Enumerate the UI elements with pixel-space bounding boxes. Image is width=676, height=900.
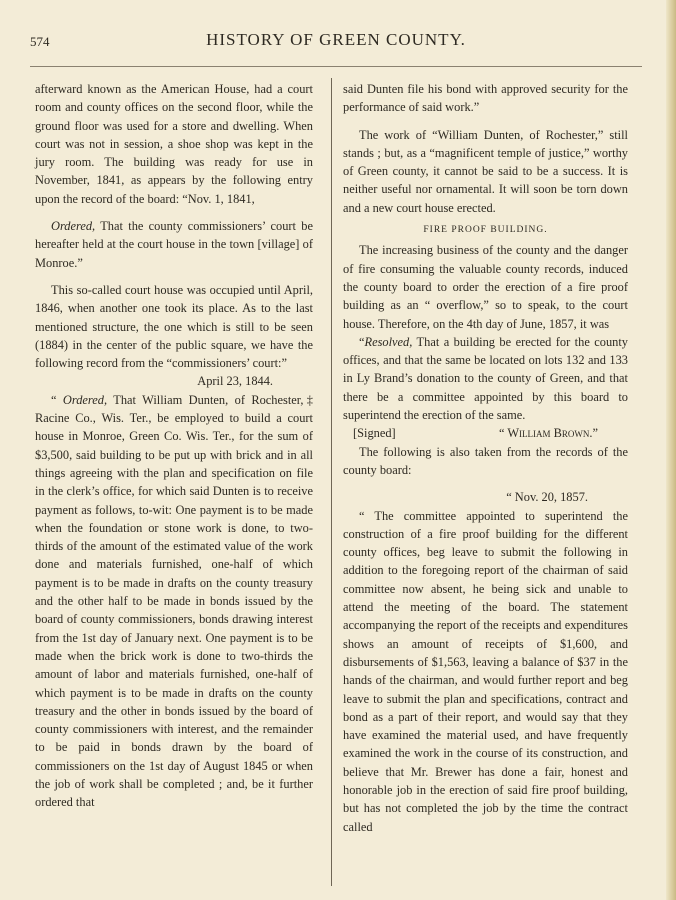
- record-date: April 23, 1844.: [197, 374, 273, 389]
- header-rule: [30, 66, 642, 67]
- paragraph: [35, 391, 313, 812]
- paragraph: [343, 333, 628, 424]
- paragraph: said Dunten file his bond with approved security for the performance of said work.”: [343, 82, 628, 115]
- paragraph-text: That the county commissioners’ court be hereafter held at the court house in the town [village] of Monroe.”: [35, 219, 313, 270]
- paragraph-text: That William Dunten, of Rochester,‡ Racine Co., Wis. Ter., be employed to build a court house in Monroe, Green Co. Wis. Ter., for the sum of $3,500, said building to be put up with brick and in all things agreeing with the plan and specification on file in the clerk’s office, for which said Dunten is to receive payment as follows, to-wit: One payment is to be made when the foundation or stone work is done, to two-thirds of the amount of the estimated value of the work done and materials furnished, one-half of which payment is to be made in drafts on the county treasury and the other half to be made in bonds issued by the board of county commissioners, bonds drawing interest from the 1st day of January next. One payment is to be made when the brick work is done to two-thirds the amount of labor and materials furnished, one-half of which payment is to be made in drafts on the county treasury and the other in bonds issued by the board of county commissioners with interest, and the remainder to be paid in bonds drawn by the board of commissioners on the 1st day of August 1845 or when the job of work shall be completed ; and, be it further ordered that: [35, 392, 313, 810]
- record-date: “ Nov. 20, 1857.: [506, 490, 588, 505]
- paragraph: The increasing business of the county and the danger of fire consuming the valuable county records, induced the county board to order the erection of a fire proof building as an “ overflow,” so to speak, to the court house. Therefore, on the 4th day of June, 1857, it was: [343, 243, 628, 331]
- italic-ordered: Ordered,: [51, 219, 96, 234]
- paragraph: [35, 217, 313, 272]
- page-header: [30, 30, 642, 52]
- paragraph: The following is also taken from the records of the county board:: [343, 444, 628, 477]
- page-edge-shadow: [666, 0, 676, 900]
- quote-open: “: [359, 334, 365, 349]
- column-divider: [331, 78, 332, 886]
- paragraph: afterward known as the American House, had a court room and county offices on the second floor, while the ground floor was used for a store and dwelling. When court was not in session, a shoe shop was kept in the jury room. The building was ready for use in November, 1841, as appears by the following entry upon the record of the board: “Nov. 1, 1841,: [35, 82, 313, 206]
- signature-line: [343, 424, 628, 442]
- italic-resolved: Resolved,: [364, 334, 413, 349]
- signer-name: “ William Brown.”: [498, 426, 598, 441]
- paragraph: The work of “William Dunten, of Rochester,” still stands ; but, as a “magnificent temple of justice,” worthy of Green county, it cannot be said to be a success. It is neither useful nor ornamental. It will soon be torn down and a new court house erected.: [343, 127, 628, 215]
- right-column: [343, 80, 628, 836]
- left-column: [35, 80, 313, 812]
- italic-ordered: Ordered,: [62, 392, 108, 407]
- running-title: HISTORY OF GREEN COUNTY.: [206, 30, 466, 49]
- quote-open: “: [51, 392, 63, 407]
- section-heading: FIRE PROOF BUILDING.: [423, 225, 548, 236]
- paragraph: This so-called court house was occupied until April, 1846, when another one took its place. As to the last mentioned structure, the one which is still to be seen (1884) in the center of the public square, we have the following record from the “commissioners’ court:”: [35, 282, 313, 371]
- page-number: 574: [30, 34, 50, 49]
- paragraph: “ The committee appointed to superintend the construction of a fire proof building for the different county offices, beg leave to submit the following in addition to the foregoing report of the chairman of said committee now absent, he being sick and unable to attend the meeting of the board. The statement accompanying the report of the receipts and expenditures shows an amount of receipts of $1,600, and disbursements of $1,563, leaving a balance of $37 in the hands of the chairman, and would further report and beg leave to submit the plan and specifications, contract and bond as a part of their report, and would say that they have examined the material used, and have frequently examined the work in the course of its construction, and believe that Mr. Brewer has done a fair, honest and honorable job in the erection of said fire proof building, but has not completed the job by the time the contract called: [343, 508, 628, 834]
- signed-label: [Signed]: [353, 426, 396, 441]
- paragraph-text: That a building be erected for the county offices, and that the same be located on lots 132 and 133 in Ly Brand’s donation to the county of Green, and that there be a committee appointed by this board to superintend the erection of the same.: [343, 334, 628, 423]
